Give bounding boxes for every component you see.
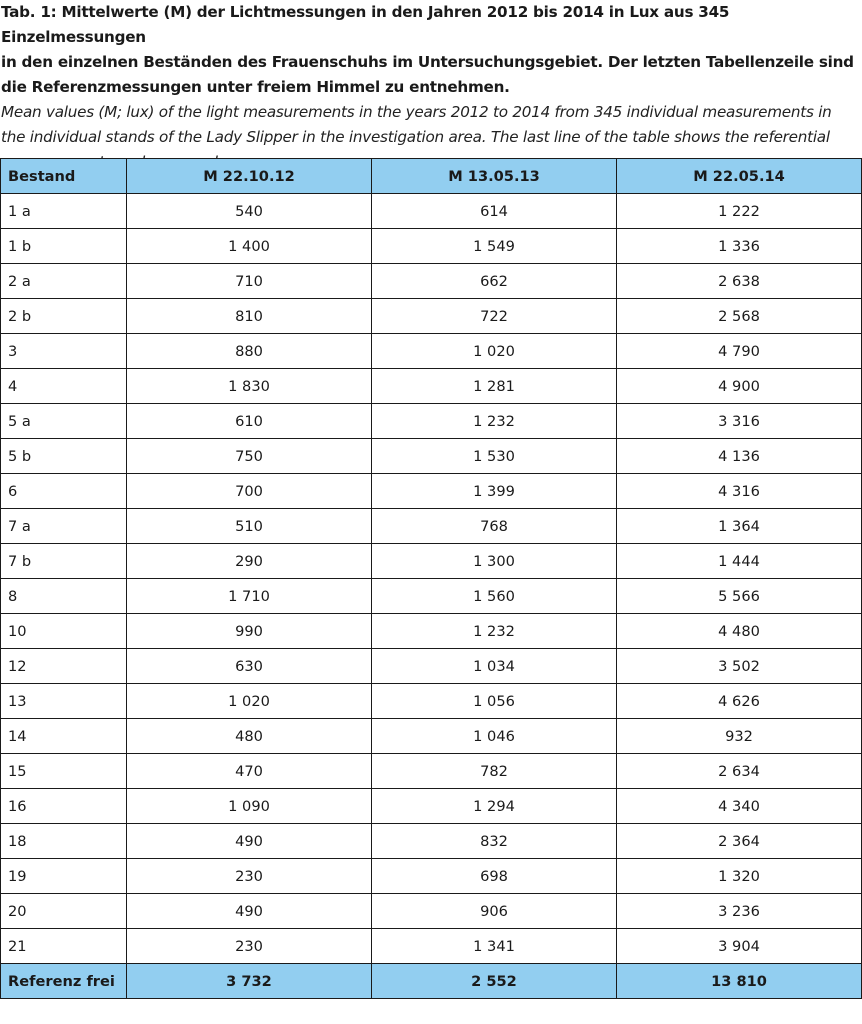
reference-value-2012: 3 732 xyxy=(127,964,372,999)
cell-m-2012: 1 020 xyxy=(127,684,372,719)
cell-bestand: 1 a xyxy=(1,194,127,229)
cell-m-2013: 1 056 xyxy=(372,684,617,719)
table-row xyxy=(1,264,862,299)
cell-m-2012: 290 xyxy=(127,544,372,579)
header-m-2012: M 22.10.12 xyxy=(127,159,372,194)
cell-m-2014: 1 336 xyxy=(617,229,862,264)
cell-m-2014: 5 566 xyxy=(617,579,862,614)
cell-m-2014: 1 364 xyxy=(617,509,862,544)
table-row xyxy=(1,439,862,474)
cell-bestand: 4 xyxy=(1,369,127,404)
cell-m-2012: 710 xyxy=(127,264,372,299)
cell-m-2012: 630 xyxy=(127,649,372,684)
cell-bestand: 8 xyxy=(1,579,127,614)
cell-m-2012: 480 xyxy=(127,719,372,754)
cell-m-2013: 1 020 xyxy=(372,334,617,369)
table-row xyxy=(1,929,862,964)
reference-value-2014: 13 810 xyxy=(617,964,862,999)
caption-english-line: the individual stands of the Lady Slipper in the investigation area. The last line of the table shows the referential xyxy=(1,128,830,146)
cell-m-2012: 1 710 xyxy=(127,579,372,614)
light-measurements-table xyxy=(0,158,862,999)
table-row xyxy=(1,404,862,439)
reference-row xyxy=(1,964,862,999)
cell-bestand: 18 xyxy=(1,824,127,859)
cell-m-2013: 768 xyxy=(372,509,617,544)
header-m-2013: M 13.05.13 xyxy=(372,159,617,194)
cell-m-2013: 782 xyxy=(372,754,617,789)
cell-m-2014: 2 638 xyxy=(617,264,862,299)
reference-value-2013: 2 552 xyxy=(372,964,617,999)
cell-m-2012: 490 xyxy=(127,894,372,929)
cell-m-2014: 3 236 xyxy=(617,894,862,929)
table-row xyxy=(1,579,862,614)
cell-m-2013: 1 549 xyxy=(372,229,617,264)
table-footer xyxy=(1,964,862,999)
table-row xyxy=(1,544,862,579)
table-row xyxy=(1,649,862,684)
cell-m-2013: 1 300 xyxy=(372,544,617,579)
cell-m-2014: 2 364 xyxy=(617,824,862,859)
table-row xyxy=(1,474,862,509)
table-row xyxy=(1,229,862,264)
table-row xyxy=(1,824,862,859)
cell-bestand: 16 xyxy=(1,789,127,824)
cell-m-2013: 1 530 xyxy=(372,439,617,474)
cell-m-2012: 1 090 xyxy=(127,789,372,824)
cell-m-2012: 540 xyxy=(127,194,372,229)
cell-m-2013: 614 xyxy=(372,194,617,229)
cell-m-2014: 2 568 xyxy=(617,299,862,334)
cell-m-2014: 3 904 xyxy=(617,929,862,964)
cell-bestand: 13 xyxy=(1,684,127,719)
header-m-2014: M 22.05.14 xyxy=(617,159,862,194)
caption-german-line: in den einzelnen Beständen des Frauenschuhs im Untersuchungsgebiet. Der letzten Tabellenzeile sind xyxy=(1,53,854,71)
cell-m-2013: 1 294 xyxy=(372,789,617,824)
cell-m-2014: 4 136 xyxy=(617,439,862,474)
cell-m-2013: 1 034 xyxy=(372,649,617,684)
table-row xyxy=(1,614,862,649)
table-row xyxy=(1,509,862,544)
caption-english-line: Mean values (M; lux) of the light measurements in the years 2012 to 2014 from 345 individual measurements in xyxy=(1,103,832,121)
table-row xyxy=(1,334,862,369)
cell-bestand: 15 xyxy=(1,754,127,789)
cell-bestand: 5 a xyxy=(1,404,127,439)
cell-m-2014: 1 222 xyxy=(617,194,862,229)
cell-m-2014: 1 444 xyxy=(617,544,862,579)
table-row xyxy=(1,894,862,929)
cell-bestand: 20 xyxy=(1,894,127,929)
cell-bestand: 1 b xyxy=(1,229,127,264)
cell-m-2013: 1 046 xyxy=(372,719,617,754)
cell-m-2013: 1 281 xyxy=(372,369,617,404)
cell-m-2014: 932 xyxy=(617,719,862,754)
cell-bestand: 7 a xyxy=(1,509,127,544)
cell-m-2014: 2 634 xyxy=(617,754,862,789)
cell-bestand: 6 xyxy=(1,474,127,509)
cell-m-2012: 470 xyxy=(127,754,372,789)
table-header xyxy=(1,159,862,194)
cell-m-2013: 832 xyxy=(372,824,617,859)
cell-m-2013: 1 232 xyxy=(372,404,617,439)
cell-bestand: 7 b xyxy=(1,544,127,579)
table-row xyxy=(1,754,862,789)
table-body xyxy=(1,194,862,964)
cell-m-2013: 906 xyxy=(372,894,617,929)
cell-bestand: 19 xyxy=(1,859,127,894)
cell-m-2012: 510 xyxy=(127,509,372,544)
cell-m-2012: 610 xyxy=(127,404,372,439)
table-row xyxy=(1,789,862,824)
caption-german-line: die Referenzmessungen unter freiem Himmel zu entnehmen. xyxy=(1,78,510,96)
cell-bestand: 12 xyxy=(1,649,127,684)
caption-german-line: Tab. 1: Mittelwerte (M) der Lichtmessungen in den Jahren 2012 bis 2014 in Lux aus 345 Einzelmessungen xyxy=(1,3,730,46)
cell-m-2013: 1 341 xyxy=(372,929,617,964)
cell-m-2012: 1 830 xyxy=(127,369,372,404)
cell-m-2014: 4 316 xyxy=(617,474,862,509)
caption-german xyxy=(1,0,859,100)
cell-m-2014: 3 502 xyxy=(617,649,862,684)
cell-m-2013: 662 xyxy=(372,264,617,299)
header-bestand: Bestand xyxy=(1,159,127,194)
cell-m-2012: 1 400 xyxy=(127,229,372,264)
cell-m-2012: 880 xyxy=(127,334,372,369)
cell-m-2014: 4 626 xyxy=(617,684,862,719)
table-row xyxy=(1,369,862,404)
cell-m-2012: 990 xyxy=(127,614,372,649)
cell-m-2013: 698 xyxy=(372,859,617,894)
cell-m-2014: 4 480 xyxy=(617,614,862,649)
cell-bestand: 3 xyxy=(1,334,127,369)
cell-bestand: 14 xyxy=(1,719,127,754)
cell-m-2014: 1 320 xyxy=(617,859,862,894)
cell-bestand: 2 b xyxy=(1,299,127,334)
cell-m-2014: 3 316 xyxy=(617,404,862,439)
table-row xyxy=(1,859,862,894)
cell-m-2012: 810 xyxy=(127,299,372,334)
header-row xyxy=(1,159,862,194)
cell-m-2013: 722 xyxy=(372,299,617,334)
table-row xyxy=(1,194,862,229)
cell-bestand: 5 b xyxy=(1,439,127,474)
table-caption xyxy=(1,0,859,175)
cell-m-2014: 4 900 xyxy=(617,369,862,404)
cell-m-2012: 230 xyxy=(127,929,372,964)
cell-m-2014: 4 340 xyxy=(617,789,862,824)
cell-m-2012: 490 xyxy=(127,824,372,859)
cell-m-2012: 700 xyxy=(127,474,372,509)
table-row xyxy=(1,299,862,334)
cell-m-2012: 750 xyxy=(127,439,372,474)
cell-m-2013: 1 232 xyxy=(372,614,617,649)
cell-m-2013: 1 560 xyxy=(372,579,617,614)
table-row xyxy=(1,684,862,719)
table-row xyxy=(1,719,862,754)
cell-m-2014: 4 790 xyxy=(617,334,862,369)
cell-m-2012: 230 xyxy=(127,859,372,894)
cell-m-2013: 1 399 xyxy=(372,474,617,509)
cell-bestand: 10 xyxy=(1,614,127,649)
reference-label: Referenz frei xyxy=(1,964,127,999)
cell-bestand: 21 xyxy=(1,929,127,964)
cell-bestand: 2 a xyxy=(1,264,127,299)
